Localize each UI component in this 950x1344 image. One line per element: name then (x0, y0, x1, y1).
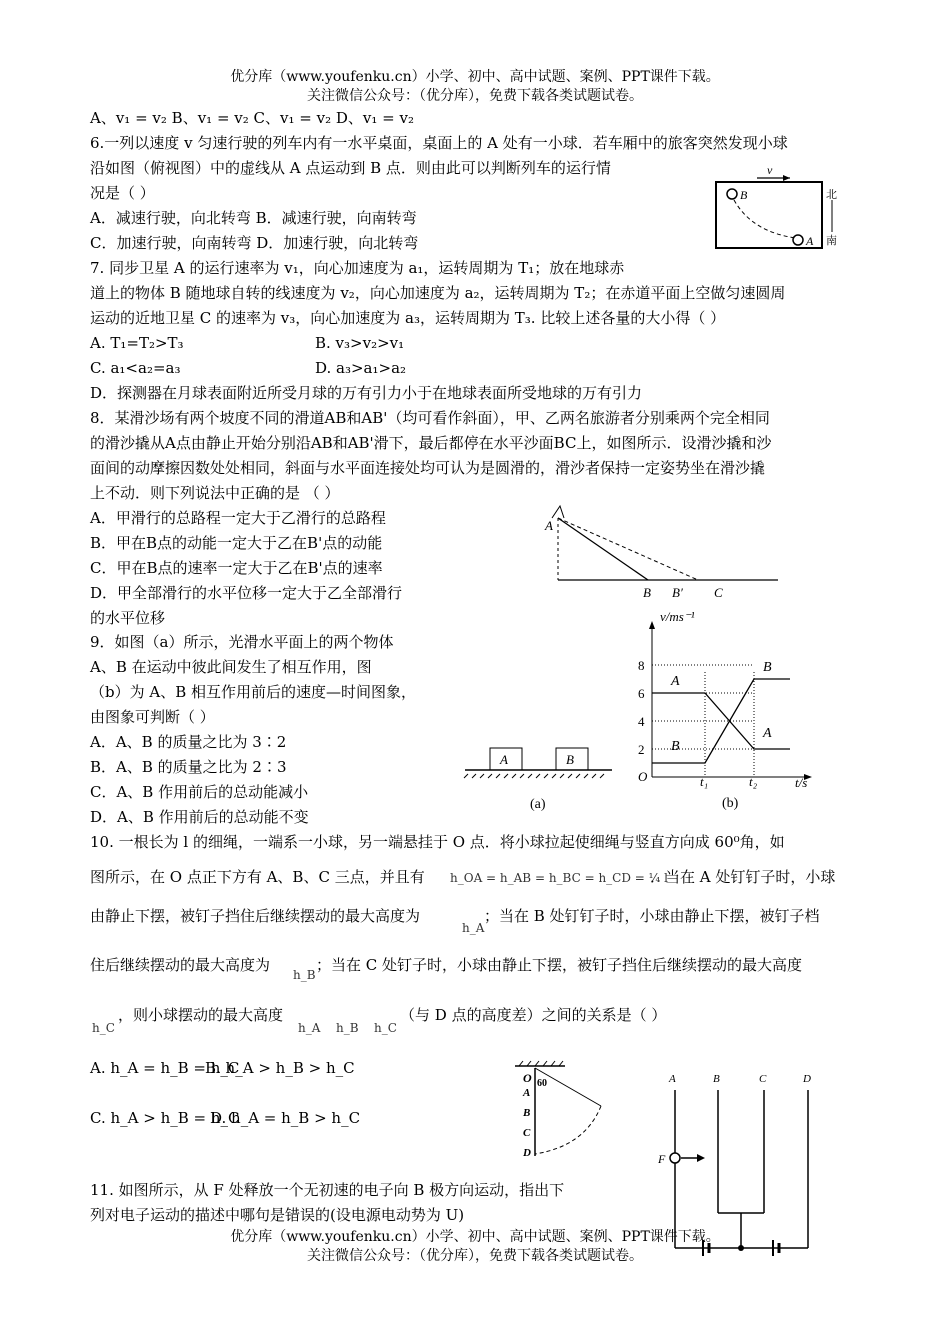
label-south: 南 (826, 235, 837, 247)
series-label-a-before: A (671, 674, 680, 689)
label-north: 北 (826, 189, 837, 201)
q10-line-5b: （与 D 点的高度差）之间的关系是（ ） (400, 1006, 667, 1024)
q8-line-4: 上不动．则下列说法中正确的是 （ ） (90, 484, 340, 502)
footer-line-1: 优分库（www.youfenku.cn）小学、初中、高中试题、案例、PPT课件下载。 (230, 1229, 720, 1245)
label-d: D (523, 1147, 531, 1159)
q8-option-a: A．甲滑行的总路程一定大于乙滑行的总路程 (90, 509, 386, 527)
q7-option-d: D. a₃>a₁>a₂ (315, 359, 407, 377)
y-tick-label: 8 (638, 658, 645, 673)
trajectory-dashed (734, 200, 796, 238)
q10-line-5a: ，则小球摆动的最大高度 (118, 1006, 284, 1024)
q11-line-1: 11. 如图所示，从 F 处释放一个无初速的电子向 B 极方向运动，指出下 (90, 1181, 565, 1199)
q10-option-a: A. h_A = h_B = h_C (90, 1059, 240, 1077)
q7-option-c: C. a₁<a₂=a₃ (90, 359, 181, 377)
q10-hc-1: h_C (92, 1021, 115, 1035)
label-b: B (713, 1073, 720, 1085)
label-b: B (566, 752, 574, 767)
q10-line-1: 10. 一根长为 l 的细绳，一端系一小球，另一端悬挂于 O 点．将小球拉起使细绳与竖直方向成 60⁰角，如 (90, 833, 785, 851)
q7-option-b: B. v₃>v₂>v₁ (315, 334, 405, 352)
floor-hatching (464, 774, 604, 778)
label-b-prime: B′ (672, 585, 683, 600)
q6-line-1: 6.一列以速度 v 匀速行驶的列车内有一水平桌面，桌面上的 A 处有一小球．若车厢中的旅客突然发现小球 (90, 134, 788, 152)
label-a: A (500, 752, 508, 767)
label-b: B (523, 1107, 531, 1119)
q10-ha-2: h_A (298, 1021, 321, 1035)
caption-a: (a) (530, 797, 546, 812)
series-label-b-before: B (671, 739, 680, 754)
q10-formula: h_OA = h_AB = h_BC = h_CD = ¼ l (450, 871, 668, 885)
label-v: v (767, 163, 773, 177)
q10-hb-1: h_B (293, 968, 316, 982)
q6-line-3: 况是（ ） (90, 184, 155, 202)
chart-ylabel: v/ms⁻¹ (660, 609, 695, 624)
q9-line-2: A、B 在运动中彼此间发生了相互作用，图 (90, 658, 372, 676)
electron-source-f (670, 1153, 680, 1163)
q6-options-cd: C．加速行驶，向南转弯 D．加速行驶，向北转弯 (90, 234, 419, 252)
q7-option-a: A. T₁=T₂>T₃ (90, 334, 184, 352)
q8-option-c: C．甲在B点的速率一定大于乙在B'点的速率 (90, 559, 383, 577)
y-tick-label: 4 (638, 714, 645, 729)
q9-option-c: C．A、B 作用前后的总动能减小 (90, 783, 309, 801)
label-a: A (523, 1087, 531, 1099)
q10-line-4a: 住后继续摆动的最大高度为 (90, 956, 271, 974)
label-angle: 60 (537, 1078, 547, 1089)
header-line-2: 关注微信公众号：（优分库），免费下载各类试题试卷。 (307, 88, 643, 104)
q10-option-d: D. h_A = h_B > h_C (210, 1109, 361, 1127)
caption-b: (b) (722, 796, 739, 811)
ball-b (727, 189, 737, 199)
q8-option-b: B．甲在B点的动能一定大于乙在B'点的动能 (90, 534, 383, 552)
q7-line-2: 道上的物体 B 随地球自转的线速度为 v₂，向心加速度为 a₂，运转周期为 T₂；在赤道平面上空做匀速圆周 (90, 284, 786, 302)
chart-origin: O (638, 769, 648, 784)
q9-figure-a (460, 740, 620, 815)
q8-line-3: 面间的动摩擦因数处处相同，斜面与水平面连接处均可认为是圆滑的，滑沙者保持一定姿势坐在滑沙撬 (90, 459, 766, 477)
flag-mark (552, 506, 564, 518)
footer-line-2: 关注微信公众号：（优分库），免费下载各类试题试卷。 (307, 1248, 643, 1264)
q6-line-2: 沿如图（俯视图）中的虚线从 A 点运动到 B 点．则由此可以判断列车的运行情 (90, 159, 611, 177)
q7-extra-line: D．探测器在月球表面附近所受月球的万有引力小于在地球表面所受地球的万有引力 (90, 384, 643, 402)
y-tick-label: 2 (638, 742, 645, 757)
q6-figure (712, 160, 862, 252)
q9-vt-chart (630, 605, 820, 815)
q8-line-1: 8．某滑沙场有两个坡度不同的滑道AB和AB'（均可看作斜面），甲、乙两名旅游者分别乘两个完全相同 (90, 409, 770, 427)
q9-option-b: B．A、B 的质量之比为 2∶3 (90, 758, 287, 776)
label-c: C (714, 585, 723, 600)
q10-hb-2: h_B (336, 1021, 359, 1035)
label-c: C (523, 1127, 531, 1139)
slope-ab-prime (558, 518, 698, 580)
y-tick-label: 6 (638, 686, 645, 701)
q9-line-1: 9．如图（a）所示，光滑水平面上的两个物体 (90, 633, 394, 651)
q8-line-2: 的滑沙撬从A点由静止开始分别沿AB和AB'滑下，最后都停在水平沙面BC上，如图所示．设滑沙撬和沙 (90, 434, 772, 452)
tick-t2: t₂ (749, 774, 758, 789)
swing-arc (535, 1106, 601, 1154)
header-line-1: 优分库（www.youfenku.cn）小学、初中、高中试题、案例、PPT课件下载。 (230, 69, 720, 85)
q7-line-3: 运动的近地卫星 C 的速率为 v₃，向心加速度为 a₃，运转周期为 T₃. 比较上述各量的大小得（ ） (90, 309, 726, 327)
q10-line-2b: ．当在 A 处钉钉子时，小球 (650, 868, 836, 886)
label-b: B (740, 188, 748, 202)
ball-a (793, 235, 803, 245)
q10-line-4b: ；当在 C 处钉子时，小球由静止下摆，被钉子挡住后继续摆动的最大高度 (316, 956, 803, 974)
q9-option-a: A．A、B 的质量之比为 3∶2 (90, 733, 287, 751)
q10-ha-1: h_A (462, 921, 485, 935)
q8-option-d-1: D．甲全部滑行的水平位移一定大于乙全部滑行 (90, 584, 403, 602)
q5-options: A、v₁ = v₂ B、v₁ = v₂ C、v₁ = v₂ D、v₁ = v₂ (90, 109, 414, 127)
chart-xlabel: t/s (795, 775, 808, 790)
q6-options-ab: A．减速行驶，向北转弯 B．减速行驶，向南转弯 (90, 209, 417, 227)
tick-t1: t₁ (700, 774, 709, 789)
q10-line-3a: 由静止下摆，被钉子挡住后继续摆动的最大高度为 (90, 907, 421, 925)
q10-option-b: B. h_A > h_B > h_C (205, 1059, 355, 1077)
q10-line-2a: 图所示，在 O 点正下方有 A、B、C 三点，并且有 (90, 868, 425, 886)
q7-line-1: 7. 同步卫星 A 的运行速率为 v₁，向心加速度为 a₁，运转周期为 T₁；放在地球赤 (90, 259, 625, 277)
label-f: F (658, 1152, 666, 1166)
q8-option-d-2: 的水平位移 (90, 609, 166, 627)
q9-line-3: （b）为 A、B 相互作用前后的速度—时间图象， (90, 683, 416, 701)
label-o: O (523, 1071, 532, 1085)
q9-option-d: D．A、B 作用前后的总动能不变 (90, 808, 309, 826)
q9-line-4: 由图象可判断（ ） (90, 708, 215, 726)
label-c: C (759, 1073, 767, 1085)
q10-option-c: C. h_A > h_B = h_C (90, 1109, 240, 1127)
q10-line-3b: ；当在 B 处钉钉子时，小球由静止下摆，被钉子档 (484, 907, 820, 925)
label-d: D (803, 1073, 811, 1085)
label-a: A (669, 1073, 676, 1085)
series-label-a-after: A (763, 726, 772, 741)
label-b: B (643, 585, 651, 600)
label-a: A (806, 234, 814, 248)
q10-pendulum-figure (505, 1058, 615, 1168)
series-label-b-after: B (763, 660, 772, 675)
q8-figure (540, 500, 790, 600)
slope-ab (558, 518, 648, 580)
label-a: A (545, 518, 553, 533)
q10-hc-2: h_C (374, 1021, 397, 1035)
q11-line-2: 列对电子运动的描述中哪句是错误的(设电源电动势为 U) (90, 1206, 465, 1224)
